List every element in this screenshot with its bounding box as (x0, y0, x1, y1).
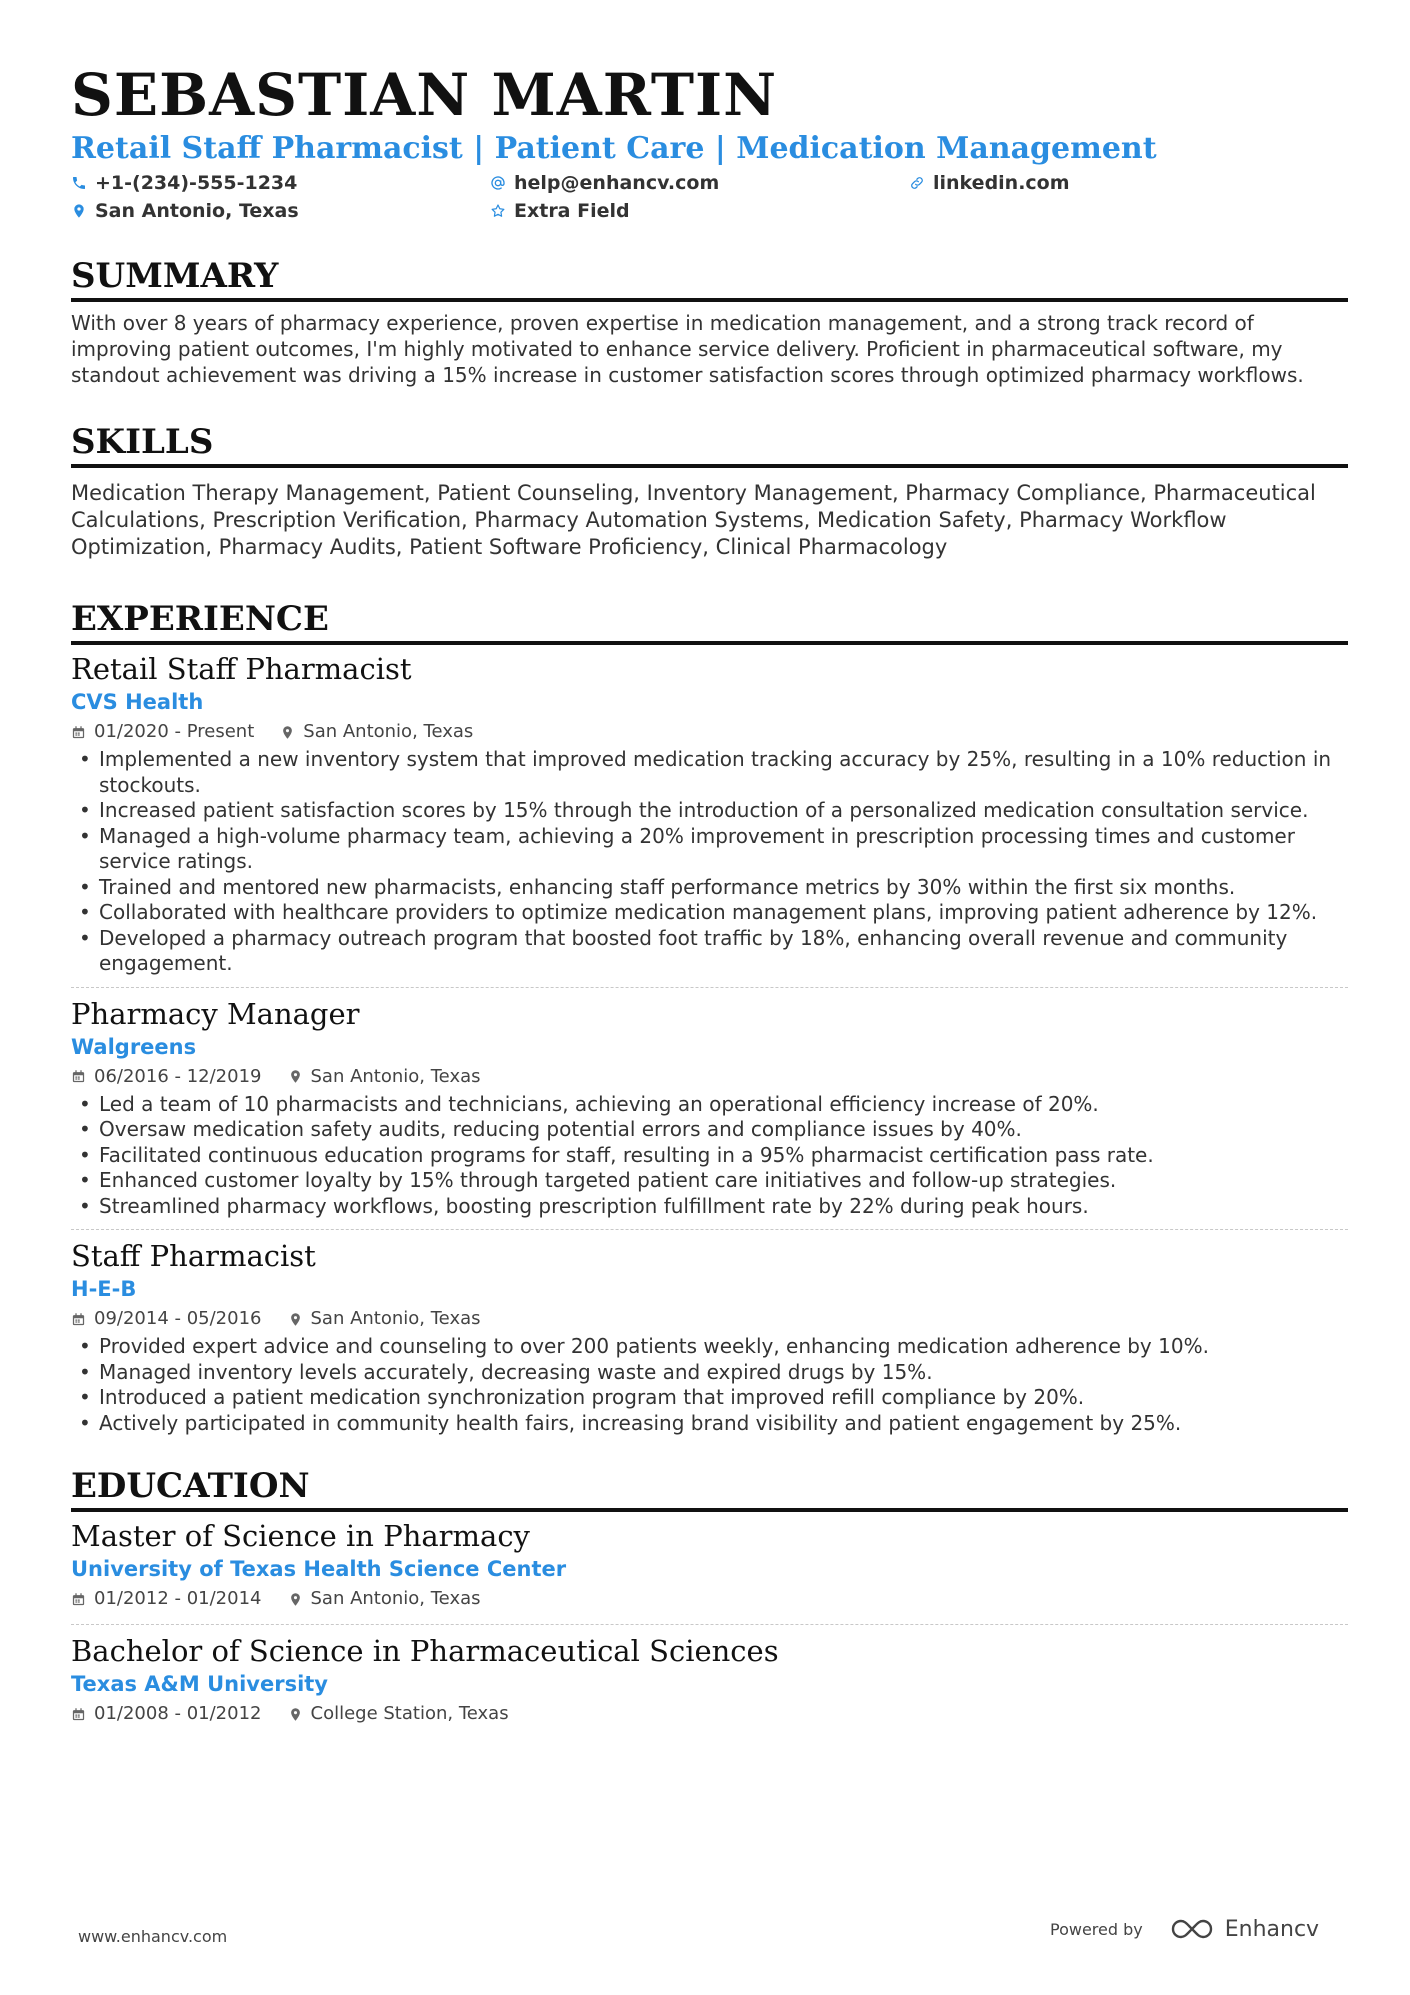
contact-location-text: San Antonio, Texas (95, 200, 299, 222)
job-location-text: San Antonio, Texas (310, 1065, 481, 1087)
calendar-icon (71, 1312, 86, 1327)
experience-entry (71, 987, 1348, 1220)
skills-title: SKILLS (71, 422, 1348, 468)
contact-phone-text: +1-(234)-555-1234 (95, 172, 298, 194)
job-bullets (71, 1092, 1348, 1220)
location-pin-icon (288, 1312, 303, 1327)
calendar-icon (71, 1707, 86, 1722)
degree-title: Bachelor of Science in Pharmaceutical Sciences (71, 1634, 779, 1668)
experience-title: EXPERIENCE (71, 599, 1348, 645)
job-bullet: • Provided expert advice and counseling to over 200 patients weekly, enhancing medication adherence by 10%. (71, 1334, 1348, 1360)
star-icon (490, 203, 506, 219)
contact-phone (71, 172, 490, 194)
education-meta (71, 1699, 1348, 1729)
enhancv-logo[interactable] (1169, 1916, 1319, 1942)
experience-entry (71, 1229, 1348, 1436)
footer-website[interactable]: www.enhancv.com (78, 1927, 228, 1946)
resume-page (71, 60, 1348, 1729)
education-dates (71, 1584, 262, 1614)
contact-email[interactable] (490, 172, 909, 194)
candidate-name: SEBASTIAN MARTIN (71, 61, 778, 129)
job-location (280, 717, 473, 747)
footer-branding (1050, 1916, 1319, 1942)
job-bullet: • Introduced a patient medication synchronization program that improved refill compliance by 20%. (71, 1385, 1348, 1411)
job-role: Staff Pharmacist (71, 1239, 316, 1273)
school-name: Texas A&M University (71, 1672, 328, 1696)
job-location (288, 1304, 481, 1334)
job-bullet: • Increased patient satisfaction scores by 15% through the introduction of a personalized medication consultation service. (71, 798, 1348, 824)
contact-linkedin[interactable] (909, 172, 1348, 194)
powered-by-text: Powered by (1050, 1919, 1143, 1939)
link-icon (909, 175, 925, 191)
summary-section (71, 256, 1348, 388)
summary-text: With over 8 years of pharmacy experience, proven expertise in medication management, and a strong track record of improving patient outcomes, I'm highly motivated to enhance service delivery. Proficient in pharmaceutical software, my standout achievement was driving a 15% increase in customer satisfaction scores through optimized pharmacy workflows. (71, 311, 1304, 387)
education-meta (71, 1584, 1348, 1614)
education-location-text: San Antonio, Texas (310, 1588, 481, 1609)
job-dates-text: 06/2016 - 12/2019 (94, 1065, 262, 1087)
contact-location (71, 200, 490, 222)
job-dates (71, 1304, 262, 1334)
job-dates-text: 09/2014 - 05/2016 (94, 1308, 262, 1329)
contact-email-text: help@enhancv.com (514, 172, 720, 194)
brand-name: Enhancv (1224, 1916, 1320, 1942)
candidate-tagline: Retail Staff Pharmacist | Patient Care | Medication Management (71, 131, 1157, 166)
job-company: H-E-B (71, 1277, 137, 1301)
job-location-text: San Antonio, Texas (303, 721, 474, 742)
job-dates-text: 01/2020 - Present (94, 721, 255, 742)
degree-title: Master of Science in Pharmacy (71, 1519, 530, 1553)
job-bullet: • Managed inventory levels accurately, decreasing waste and expired drugs by 15%. (71, 1360, 1348, 1386)
location-pin-icon (288, 1707, 303, 1722)
job-meta (71, 717, 1348, 747)
contact-linkedin-text: linkedin.com (933, 172, 1070, 194)
job-meta (71, 1304, 1348, 1334)
job-bullet: • Managed a high-volume pharmacy team, achieving a 20% improvement in prescription processing times and customer service ratings. (71, 824, 1348, 875)
education-title: EDUCATION (71, 1466, 1348, 1512)
job-bullet: • Facilitated continuous education programs for staff, resulting in a 95% pharmacist certification pass rate. (71, 1143, 1348, 1169)
contact-extra (490, 200, 909, 222)
location-pin-icon (71, 203, 87, 219)
calendar-icon (71, 725, 86, 740)
phone-icon (71, 175, 87, 191)
job-dates (71, 1062, 262, 1092)
job-bullets (71, 747, 1348, 977)
job-role: Pharmacy Manager (71, 996, 360, 1031)
job-dates (71, 717, 254, 747)
job-bullets (71, 1334, 1348, 1436)
summary-title: SUMMARY (71, 256, 1348, 302)
job-bullet: • Enhanced customer loyalty by 15% through targeted patient care initiatives and follow-up strategies. (71, 1168, 1348, 1194)
enhancv-logo-icon (1169, 1916, 1215, 1942)
calendar-icon (71, 1069, 86, 1084)
education-entry (71, 1512, 1348, 1614)
education-dates (71, 1699, 262, 1729)
job-bullet: • Oversaw medication safety audits, reducing potential errors and compliance issues by 40%. (71, 1117, 1348, 1143)
calendar-icon (71, 1592, 86, 1607)
job-bullet: • Trained and mentored new pharmacists, enhancing staff performance metrics by 30% within the first six months. (71, 875, 1348, 901)
school-name: University of Texas Health Science Center (71, 1557, 567, 1581)
education-dates-text: 01/2008 - 01/2012 (94, 1703, 262, 1724)
education-entry (71, 1624, 1348, 1729)
experience-section (71, 599, 1348, 1436)
contact-extra-text: Extra Field (514, 200, 630, 222)
job-bullet: • Collaborated with healthcare providers to optimize medication management plans, improving patient adherence by 12%. (71, 900, 1348, 926)
skills-section (71, 422, 1348, 561)
job-meta (71, 1062, 1348, 1092)
education-location (288, 1699, 509, 1729)
education-location (288, 1584, 481, 1614)
at-icon (490, 175, 506, 191)
job-bullet: • Developed a pharmacy outreach program that boosted foot traffic by 18%, enhancing overall revenue and community engagement. (71, 926, 1348, 977)
location-pin-icon (288, 1592, 303, 1607)
job-bullet: • Streamlined pharmacy workflows, boosting prescription fulfillment rate by 22% during peak hours. (71, 1194, 1348, 1220)
experience-entry (71, 645, 1348, 977)
education-section (71, 1466, 1348, 1729)
job-role: Retail Staff Pharmacist (71, 652, 412, 686)
location-pin-icon (280, 725, 295, 740)
job-location-text: San Antonio, Texas (310, 1308, 481, 1329)
job-bullet: • Actively participated in community health fairs, increasing brand visibility and patient engagement by 25%. (71, 1411, 1348, 1437)
job-location (288, 1062, 481, 1092)
education-dates-text: 01/2012 - 01/2014 (94, 1588, 262, 1609)
location-pin-icon (288, 1069, 303, 1084)
job-bullet: • Implemented a new inventory system that improved medication tracking accuracy by 25%, resulting in a 10% reduction in stockouts. (71, 747, 1348, 798)
contact-grid (71, 172, 1348, 222)
job-company: CVS Health (71, 690, 204, 714)
job-bullet: • Led a team of 10 pharmacists and technicians, achieving an operational efficiency increase of 20%. (71, 1092, 1348, 1118)
skills-text: Medication Therapy Management, Patient Counseling, Inventory Management, Pharmacy Compliance, Pharmaceutical Calculations, Prescription Verification, Pharmacy Automation Systems, Medication Safety, Pharmacy Workflow Optimization, Pharmacy Audits, Patient Software Proficiency, Clinical Pharmacology (71, 481, 1316, 559)
education-location-text: College Station, Texas (310, 1703, 509, 1724)
job-company: Walgreens (71, 1034, 197, 1059)
